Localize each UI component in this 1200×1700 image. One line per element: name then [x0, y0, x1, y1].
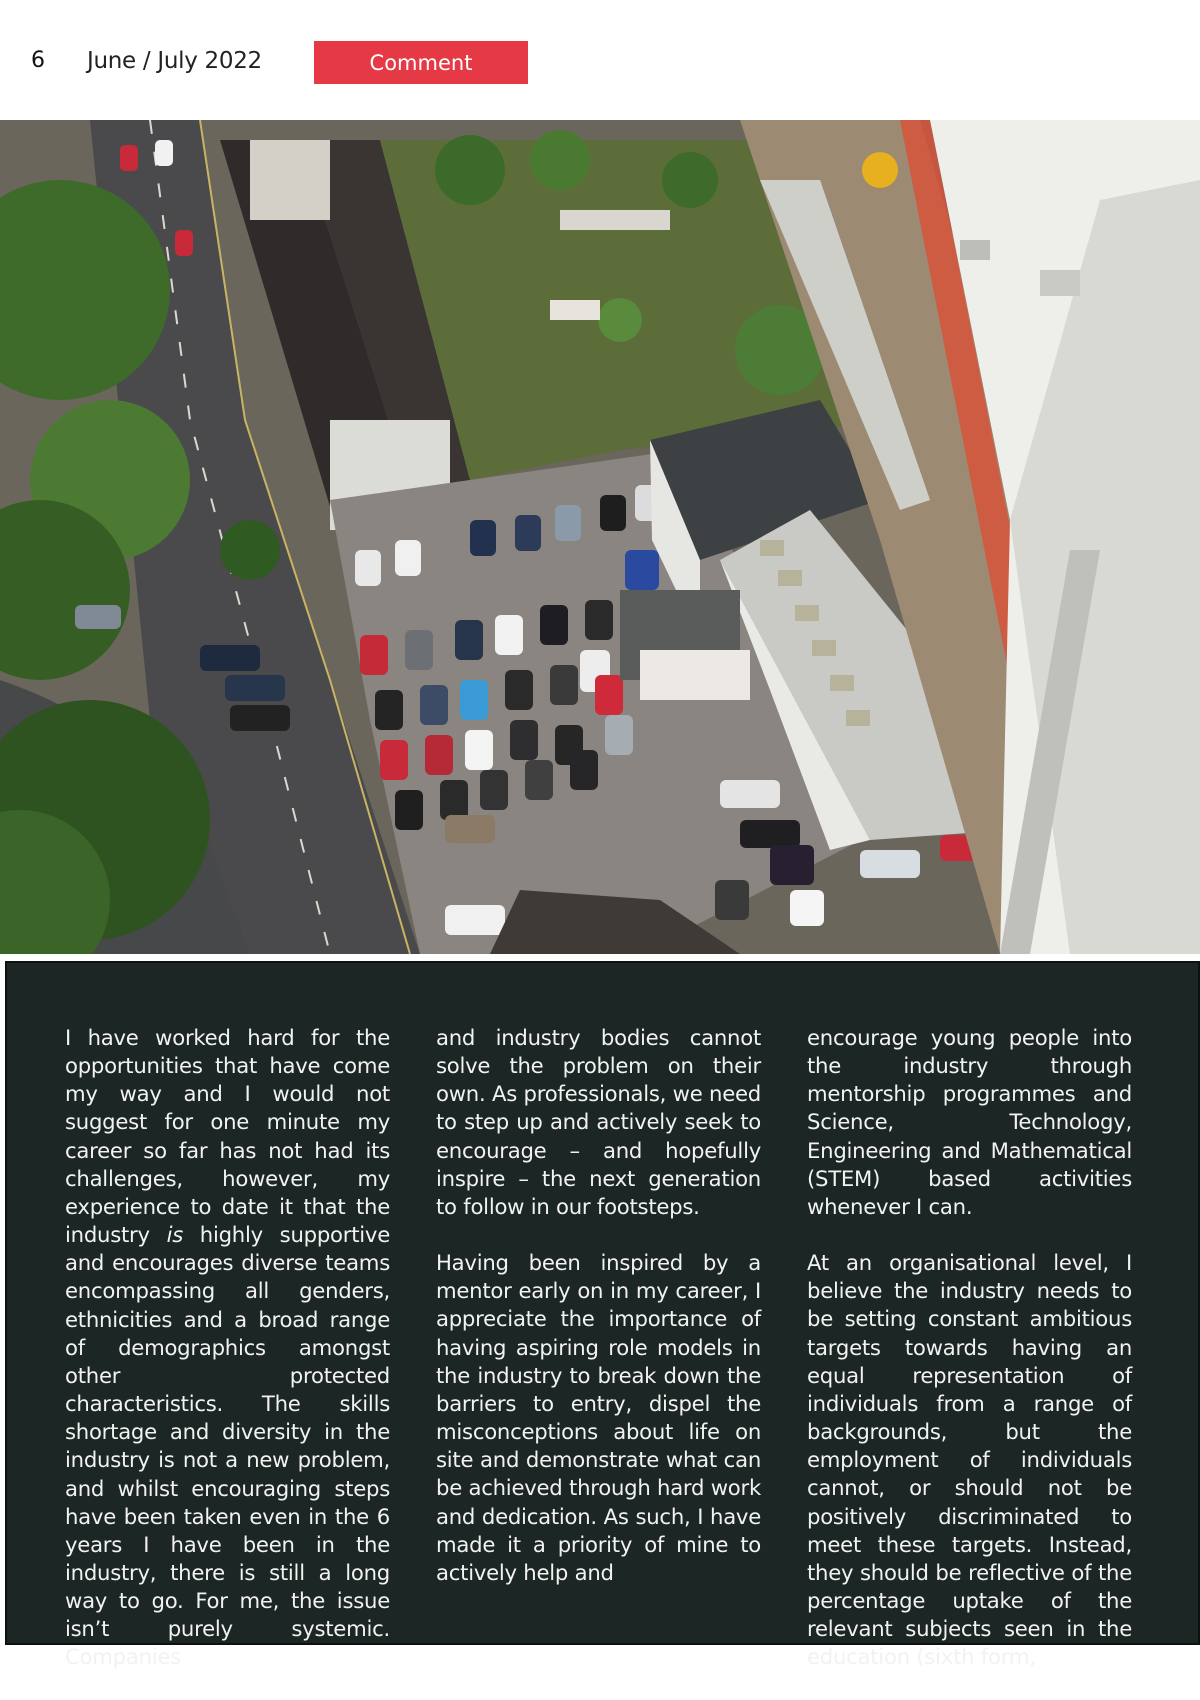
article-paragraph: Having been inspired by a mentor early on in my career, I appreciate the importance of having aspiring role models in the industry to break down the barriers to entry, dispel the misconceptions about life on site and demonstrate what can be achieved through hard work and dedication. As such, I have made it a priority of mine to actively help and [436, 1250, 761, 1585]
paragraph-text: I have worked hard for the opportunities that have come my way and I would not suggest for one minute my career so far has not had its challenges, however, my experience to date it that the industry [65, 1025, 390, 1248]
issue-date: June / July 2022 [87, 48, 262, 74]
aerial-photo-illustration [0, 120, 1200, 954]
page-header [0, 0, 1200, 120]
emphasis-text: is [166, 1222, 184, 1248]
section-badge: Comment [314, 41, 528, 84]
aerial-photo [0, 120, 1200, 954]
article-paragraph: and industry bodies cannot solve the problem on their own. As professionals, we need to step up and actively seek to encourage – and hopefully inspire – the next generation to follow in our footsteps. [436, 1025, 761, 1219]
article-column-3 [807, 1024, 1132, 1699]
page-number: 6 [31, 48, 45, 73]
article-paragraph: At an organisational level, I believe the industry needs to be setting constant ambitious targets towards having an equal representation of individuals from a range of backgrounds, but the employment of individuals cannot, or should not be positively discriminated to meet these targets. Instead, they should be reflective of the percentage uptake of the relevant subjects seen in the education (sixth form, [807, 1250, 1132, 1670]
article-paragraph [65, 1024, 390, 1672]
article-body [5, 961, 1200, 1670]
paragraph-text: highly supportive and encourages diverse teams encompassing all genders, ethnicities and a broad range of demographics amongst other protected characteristics. The skills shortage and diversity in the industry is not a new problem, and whilst encouraging steps have been taken even in the 6 years I have been in the industry, there is still a long way to go. For me, the issue isn’t purely systemic. Companies [65, 1222, 390, 1670]
article-column-2 [436, 1024, 761, 1615]
article-paragraph: encourage young people into the industry through mentorship programmes and Science, Technology, Engineering and Mathematical (STEM) based activities whenever I can. [807, 1025, 1132, 1219]
article-column-1 [65, 1024, 390, 1700]
